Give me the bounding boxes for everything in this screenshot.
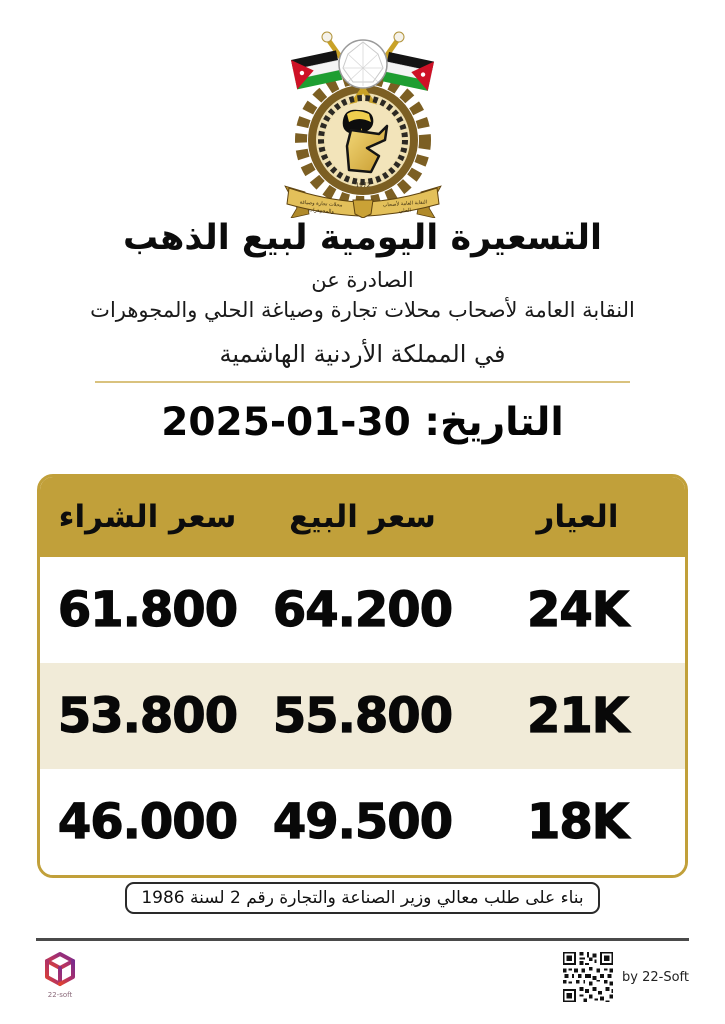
table-row-21k [40,663,685,769]
gold-divider [95,381,630,383]
sell-price-value: 55.800 [272,688,453,744]
cube-logo-icon [42,950,78,990]
column-header-sell-price: سعر البيع [289,499,436,535]
issued-by-label: الصادرة عن [311,268,414,292]
qr-caption: by 22-Soft [622,969,689,985]
ribbon-left-line2: والمجوهرات [307,207,334,215]
karat-value: 21K [527,688,628,744]
qr-box [561,950,689,1004]
kingdom-name: في المملكة الأردنية الهاشمية [219,340,506,368]
karat-value: 18K [527,794,628,850]
karat-value: 24K [527,582,628,638]
established-year: 1972 [354,182,371,189]
sell-price-value: 49.500 [272,794,453,850]
table-header-row [40,477,685,557]
buy-price-value: 53.800 [57,688,238,744]
table-row-18k [40,769,685,875]
syndicate-emblem [0,22,725,218]
column-header-karat: العيار [536,499,619,535]
legal-note: بناء على طلب معالي وزير الصناعة والتجارة رقم 2 لسنة 1986 [125,882,599,914]
column-header-buy-price: سعر الشراء [58,499,237,535]
ribbon-right-line1: النقابة العامة لأصحاب [382,199,427,209]
bottom-strip [36,938,689,1004]
sell-price-value: 64.200 [272,582,453,638]
qr-code-icon [561,950,615,1004]
ribbon-right-line2: الحلي [398,207,411,215]
brand-logo-box [42,950,78,999]
gold-price-table [37,474,688,878]
syndicate-name: النقابة العامة لأصحاب محلات تجارة وصياغة الحلي والمجوهرات [90,298,635,322]
date-line: التاريخ: 30-01-2025 [161,400,564,445]
ribbon-left-line1: محلات تجارة وصياغة [298,199,343,209]
syndicate-emblem-icon [275,22,451,218]
pearl-icon [339,40,387,88]
page-title: التسعيرة اليومية لبيع الذهب [123,218,602,258]
buy-price-value: 46.000 [57,794,238,850]
table-row-24k [40,557,685,663]
brand-caption: 22-soft [47,991,73,999]
buy-price-value: 61.800 [57,582,238,638]
